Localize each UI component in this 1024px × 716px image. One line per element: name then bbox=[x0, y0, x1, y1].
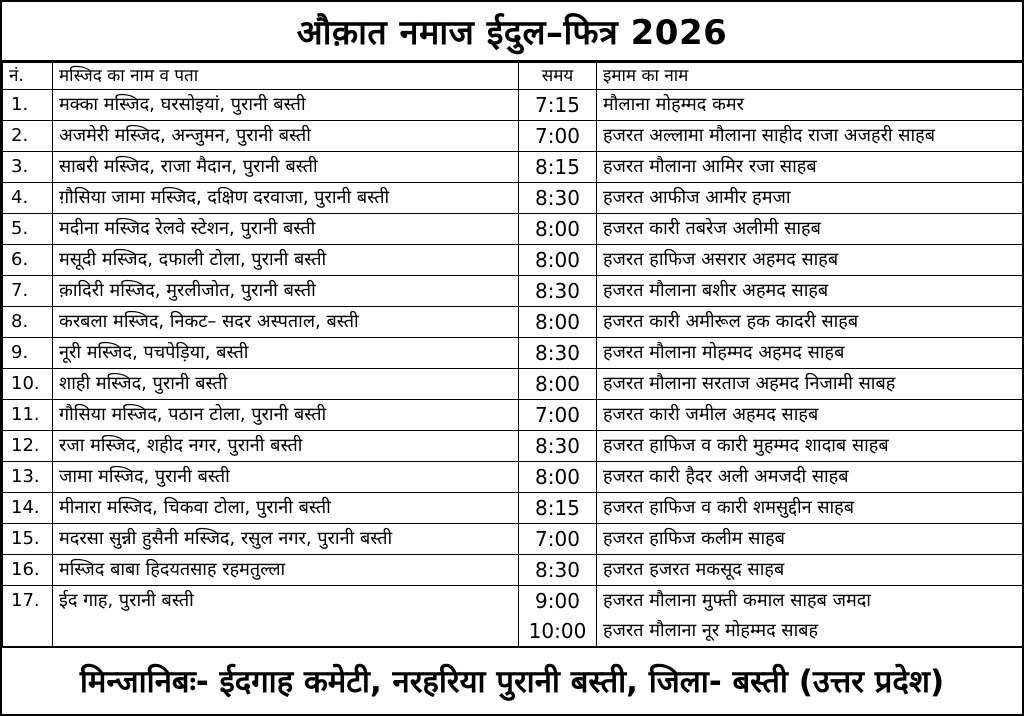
mosque-name: मसूदी मस्जिद, दफाली टोला, पुरानी बस्ती bbox=[53, 245, 519, 276]
row-number: 15. bbox=[3, 524, 53, 555]
prayer-time: 8:30 bbox=[519, 555, 597, 586]
header-time: समय bbox=[519, 63, 597, 90]
table-row bbox=[3, 493, 1023, 524]
mosque-name: क़ादिरी मस्जिद, मुरलीजोत, पुरानी बस्ती bbox=[53, 276, 519, 307]
table-row bbox=[3, 214, 1023, 245]
row-number: 5. bbox=[3, 214, 53, 245]
footer-organizer: मिन्जानिबः- ईदगाह कमेटी, नरहरिया पुरानी बस्ती, जिला- बस्ती (उत्तर प्रदेश) bbox=[2, 646, 1022, 714]
mosque-name: मस्जिद बाबा हिदयतसाह रहमतुल्ला bbox=[53, 555, 519, 586]
table-row-eidgah bbox=[3, 586, 1023, 648]
row-number: 12. bbox=[3, 431, 53, 462]
mosque-name: जामा मस्जिद, पुरानी बस्ती bbox=[53, 462, 519, 493]
row-number: 2. bbox=[3, 121, 53, 152]
mosque-name: शाही मस्जिद, पुरानी बस्ती bbox=[53, 369, 519, 400]
mosque-name: मदीना मस्जिद रेलवे स्टेशन, पुरानी बस्ती bbox=[53, 214, 519, 245]
imam-name: हजरत मौलाना सरताज अहमद निजामी साबह bbox=[597, 369, 1023, 400]
prayer-time: 8:15 bbox=[519, 152, 597, 183]
imam-name: मौलाना मोहम्मद कमर bbox=[597, 90, 1023, 121]
mosque-name: नूरी मस्जिद, पचपेड़िया, बस्ती bbox=[53, 338, 519, 369]
imam-names bbox=[597, 586, 1023, 648]
table-row bbox=[3, 307, 1023, 338]
table-row bbox=[3, 369, 1023, 400]
prayer-time-first: 9:00 bbox=[535, 589, 580, 613]
prayer-time: 8:15 bbox=[519, 493, 597, 524]
header-mosque: मस्जिद का नाम व पता bbox=[53, 63, 519, 90]
row-number: 16. bbox=[3, 555, 53, 586]
row-number: 14. bbox=[3, 493, 53, 524]
row-number: 6. bbox=[3, 245, 53, 276]
prayer-time: 8:30 bbox=[519, 276, 597, 307]
imam-name: हजरत हाफिज कलीम साहब bbox=[597, 524, 1023, 555]
imam-name-first: हजरत मौलाना मुफ्ती कमाल साहब जमदा bbox=[603, 590, 871, 611]
row-number: 11. bbox=[3, 400, 53, 431]
row-number: 13. bbox=[3, 462, 53, 493]
imam-name: हजरत मौलाना बशीर अहमद साहब bbox=[597, 276, 1023, 307]
row-number: 1. bbox=[3, 90, 53, 121]
mosque-name: मदरसा सुन्नी हुसैनी मस्जिद, रसुल नगर, पुरानी बस्ती bbox=[53, 524, 519, 555]
prayer-time: 7:15 bbox=[519, 90, 597, 121]
table-row bbox=[3, 276, 1023, 307]
imam-name: हजरत अल्लामा मौलाना साहीद राजा अजहरी साहब bbox=[597, 121, 1023, 152]
mosque-name: साबरी मस्जिद, राजा मैदान, पुरानी बस्ती bbox=[53, 152, 519, 183]
row-number: 17. bbox=[3, 586, 53, 648]
table-row bbox=[3, 152, 1023, 183]
mosque-name: ईद गाह, पुरानी बस्ती bbox=[53, 586, 519, 648]
imam-name: हजरत कारी तबरेज अलीमी साहब bbox=[597, 214, 1023, 245]
imam-name: हजरत मौलाना आमिर रजा साहब bbox=[597, 152, 1023, 183]
imam-name: हजरत हाफिज व कारी मुहम्मद शादाब साहब bbox=[597, 431, 1023, 462]
page-title: औक़ात नमाज ईदुल–फित्र 2026 bbox=[2, 2, 1022, 62]
imam-name: हजरत हाफिज व कारी शमसुद्दीन साहब bbox=[597, 493, 1023, 524]
imam-name: हजरत मौलाना मोहम्मद अहमद साहब bbox=[597, 338, 1023, 369]
imam-name: हजरत कारी अमीरूल हक कादरी साहब bbox=[597, 307, 1023, 338]
prayer-time: 8:30 bbox=[519, 183, 597, 214]
mosque-name: गौसिया मस्जिद, पठान टोला, पुरानी बस्ती bbox=[53, 400, 519, 431]
row-number: 8. bbox=[3, 307, 53, 338]
schedule-table bbox=[2, 62, 1023, 648]
mosque-name: मीनारा मस्जिद, चिकवा टोला, पुरानी बस्ती bbox=[53, 493, 519, 524]
imam-name: हजरत कारी हैदर अली अमजदी साहब bbox=[597, 462, 1023, 493]
prayer-time: 8:30 bbox=[519, 338, 597, 369]
table-row bbox=[3, 400, 1023, 431]
table-row bbox=[3, 524, 1023, 555]
prayer-time: 8:00 bbox=[519, 462, 597, 493]
table-row bbox=[3, 183, 1023, 214]
table-row bbox=[3, 431, 1023, 462]
mosque-name: रजा मस्जिद, शहीद नगर, पुरानी बस्ती bbox=[53, 431, 519, 462]
table-row bbox=[3, 555, 1023, 586]
mosque-name: करबला मस्जिद, निकट– सदर अस्पताल, बस्ती bbox=[53, 307, 519, 338]
imam-name: हजरत हाफिज असरार अहमद साहब bbox=[597, 245, 1023, 276]
prayer-time: 7:00 bbox=[519, 524, 597, 555]
table-row bbox=[3, 338, 1023, 369]
table-header-row bbox=[3, 63, 1023, 90]
row-number: 3. bbox=[3, 152, 53, 183]
row-number: 10. bbox=[3, 369, 53, 400]
mosque-name: मक्का मस्जिद, घरसोइयां, पुरानी बस्ती bbox=[53, 90, 519, 121]
imam-name: हजरत हजरत मकसूद साहब bbox=[597, 555, 1023, 586]
header-number: नं. bbox=[3, 63, 53, 90]
prayer-time: 8:00 bbox=[519, 245, 597, 276]
table-row bbox=[3, 245, 1023, 276]
mosque-name: ग़ौसिया जामा मस्जिद, दक्षिण दरवाजा, पुरानी बस्ती bbox=[53, 183, 519, 214]
mosque-name: अजमेरी मस्जिद, अन्जुमन, पुरानी बस्ती bbox=[53, 121, 519, 152]
table-row bbox=[3, 121, 1023, 152]
imam-name-second: हजरत मौलाना नूर मोहम्मद साबह bbox=[603, 620, 819, 642]
prayer-time: 8:00 bbox=[519, 214, 597, 245]
prayer-time: 8:30 bbox=[519, 431, 597, 462]
imam-name: हजरत आफीज आमीर हमजा bbox=[597, 183, 1023, 214]
imam-name: हजरत कारी जमील अहमद साहब bbox=[597, 400, 1023, 431]
row-number: 4. bbox=[3, 183, 53, 214]
header-imam: इमाम का नाम bbox=[597, 63, 1023, 90]
row-number: 9. bbox=[3, 338, 53, 369]
prayer-time: 7:00 bbox=[519, 121, 597, 152]
prayer-time-second: 10:00 bbox=[528, 619, 587, 644]
table-row bbox=[3, 90, 1023, 121]
prayer-time: 8:00 bbox=[519, 369, 597, 400]
prayer-time: 8:00 bbox=[519, 307, 597, 338]
row-number: 7. bbox=[3, 276, 53, 307]
table-row bbox=[3, 462, 1023, 493]
prayer-time: 7:00 bbox=[519, 400, 597, 431]
prayer-times bbox=[519, 586, 597, 648]
